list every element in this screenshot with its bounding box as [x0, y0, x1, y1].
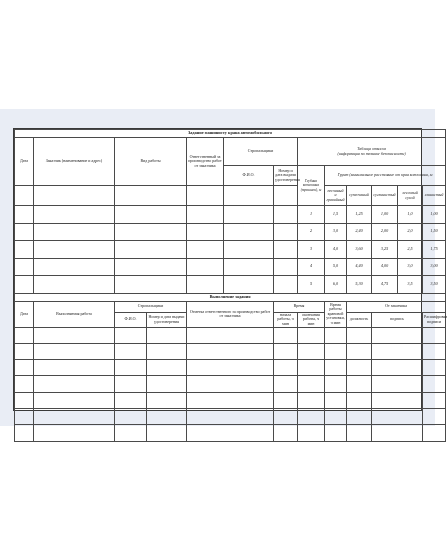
slope-depth: 3 — [298, 241, 325, 259]
slope-depth: 1 — [298, 206, 325, 224]
soil-header: Грунт (минимальное расстояние от края котлована, м — [325, 166, 446, 186]
slope-title: Таблица откосов — [357, 146, 386, 152]
table-row — [15, 276, 446, 294]
table-row — [15, 392, 446, 408]
soil-type: суглинистый — [372, 186, 398, 206]
exec-col-time: Время — [274, 301, 325, 312]
slope-value: 3,50 — [423, 276, 446, 294]
table-row — [15, 327, 446, 343]
slope-value: 1,75 — [423, 241, 446, 259]
slope-value: 4,40 — [347, 258, 372, 276]
slope-value: 1,00 — [372, 206, 398, 224]
table-row — [15, 408, 446, 424]
form-table — [14, 129, 446, 442]
exec-col-fio: Ф.И.О. — [115, 312, 147, 327]
slope-depth: 4 — [298, 258, 325, 276]
exec-col-signature: подпись — [372, 312, 423, 327]
exec-col-end: окончания работы, ч мин — [298, 312, 325, 327]
slope-value: 1,0 — [398, 206, 423, 224]
slope-depth: 2 — [298, 223, 325, 241]
table-row — [15, 425, 446, 441]
table-row — [15, 258, 446, 276]
exec-col-position: должность — [347, 312, 372, 327]
table-row — [15, 376, 446, 392]
task-section-title: Задание машинисту крана автомобильного — [15, 130, 446, 138]
slope-value: 5,30 — [347, 276, 372, 294]
slope-depth: 5 — [298, 276, 325, 294]
slope-subtitle: (информация по технике безопасности) — [337, 150, 406, 156]
slope-value: 1,25 — [347, 206, 372, 224]
depth-header: Глубина котлована (траншеи), м — [298, 166, 325, 206]
exec-col-signature-decode: Расшифровка подписи — [423, 312, 446, 327]
soil-type: супесчаный — [347, 186, 372, 206]
slope-table-title — [298, 138, 446, 166]
slope-value: 2,40 — [347, 223, 372, 241]
crane-operator-form — [13, 128, 447, 411]
soil-type: лессовый сухой — [398, 186, 423, 206]
slope-value: 4,75 — [372, 276, 398, 294]
col-fio: Ф.И.О. — [224, 166, 274, 186]
table-row — [15, 343, 446, 359]
slope-value: 1,5 — [325, 206, 347, 224]
slope-value: 4,0 — [325, 241, 347, 259]
table-row — [15, 223, 446, 241]
slope-value: 2,0 — [398, 223, 423, 241]
slope-value: 4,00 — [372, 258, 398, 276]
col-customer: Заказчик (наименование и адрес) — [34, 138, 115, 186]
table-row — [15, 360, 446, 376]
col-date: Дата — [15, 138, 34, 186]
col-slingers: Стропальщики — [224, 138, 298, 166]
exec-col-crane-time: Время работы крановой установки, ч мин — [325, 301, 347, 327]
exec-col-responsible-mark: Отметка ответственного за производство работ от заказчика — [187, 301, 274, 327]
slope-value: 3,0 — [325, 223, 347, 241]
col-cert: Номер и дата выдачи удостоверения — [274, 166, 298, 186]
slope-value: 5,0 — [325, 258, 347, 276]
slope-value: 3,0 — [398, 258, 423, 276]
slope-value: 3,5 — [398, 276, 423, 294]
exec-col-start: начала работы, ч мин — [274, 312, 298, 327]
execution-section-title: Выполнение задания — [15, 293, 446, 301]
soil-type: глинистый — [423, 186, 446, 206]
exec-col-cert: Номер и дата выдачи удостоверения — [147, 312, 187, 327]
slope-value: 1,00 — [423, 206, 446, 224]
slope-value: 1,50 — [423, 223, 446, 241]
slope-value: 2,00 — [372, 223, 398, 241]
slope-value: 3,00 — [423, 258, 446, 276]
exec-col-slingers: Стропальщики — [115, 301, 187, 312]
slope-value: 3,60 — [347, 241, 372, 259]
table-row — [15, 241, 446, 259]
exec-col-customer: От заказчика — [347, 301, 446, 312]
table-row — [15, 206, 446, 224]
col-responsible: Ответственный за производство работ от заказчика — [187, 138, 224, 186]
soil-type: песчаный и гравийный — [325, 186, 347, 206]
slope-value: 3,25 — [372, 241, 398, 259]
exec-col-date: Дата — [15, 301, 34, 327]
slope-value: 2,5 — [398, 241, 423, 259]
exec-col-work: Выполняемая работа — [34, 301, 115, 327]
col-work-type: Вид работы — [115, 138, 187, 186]
slope-value: 6,0 — [325, 276, 347, 294]
